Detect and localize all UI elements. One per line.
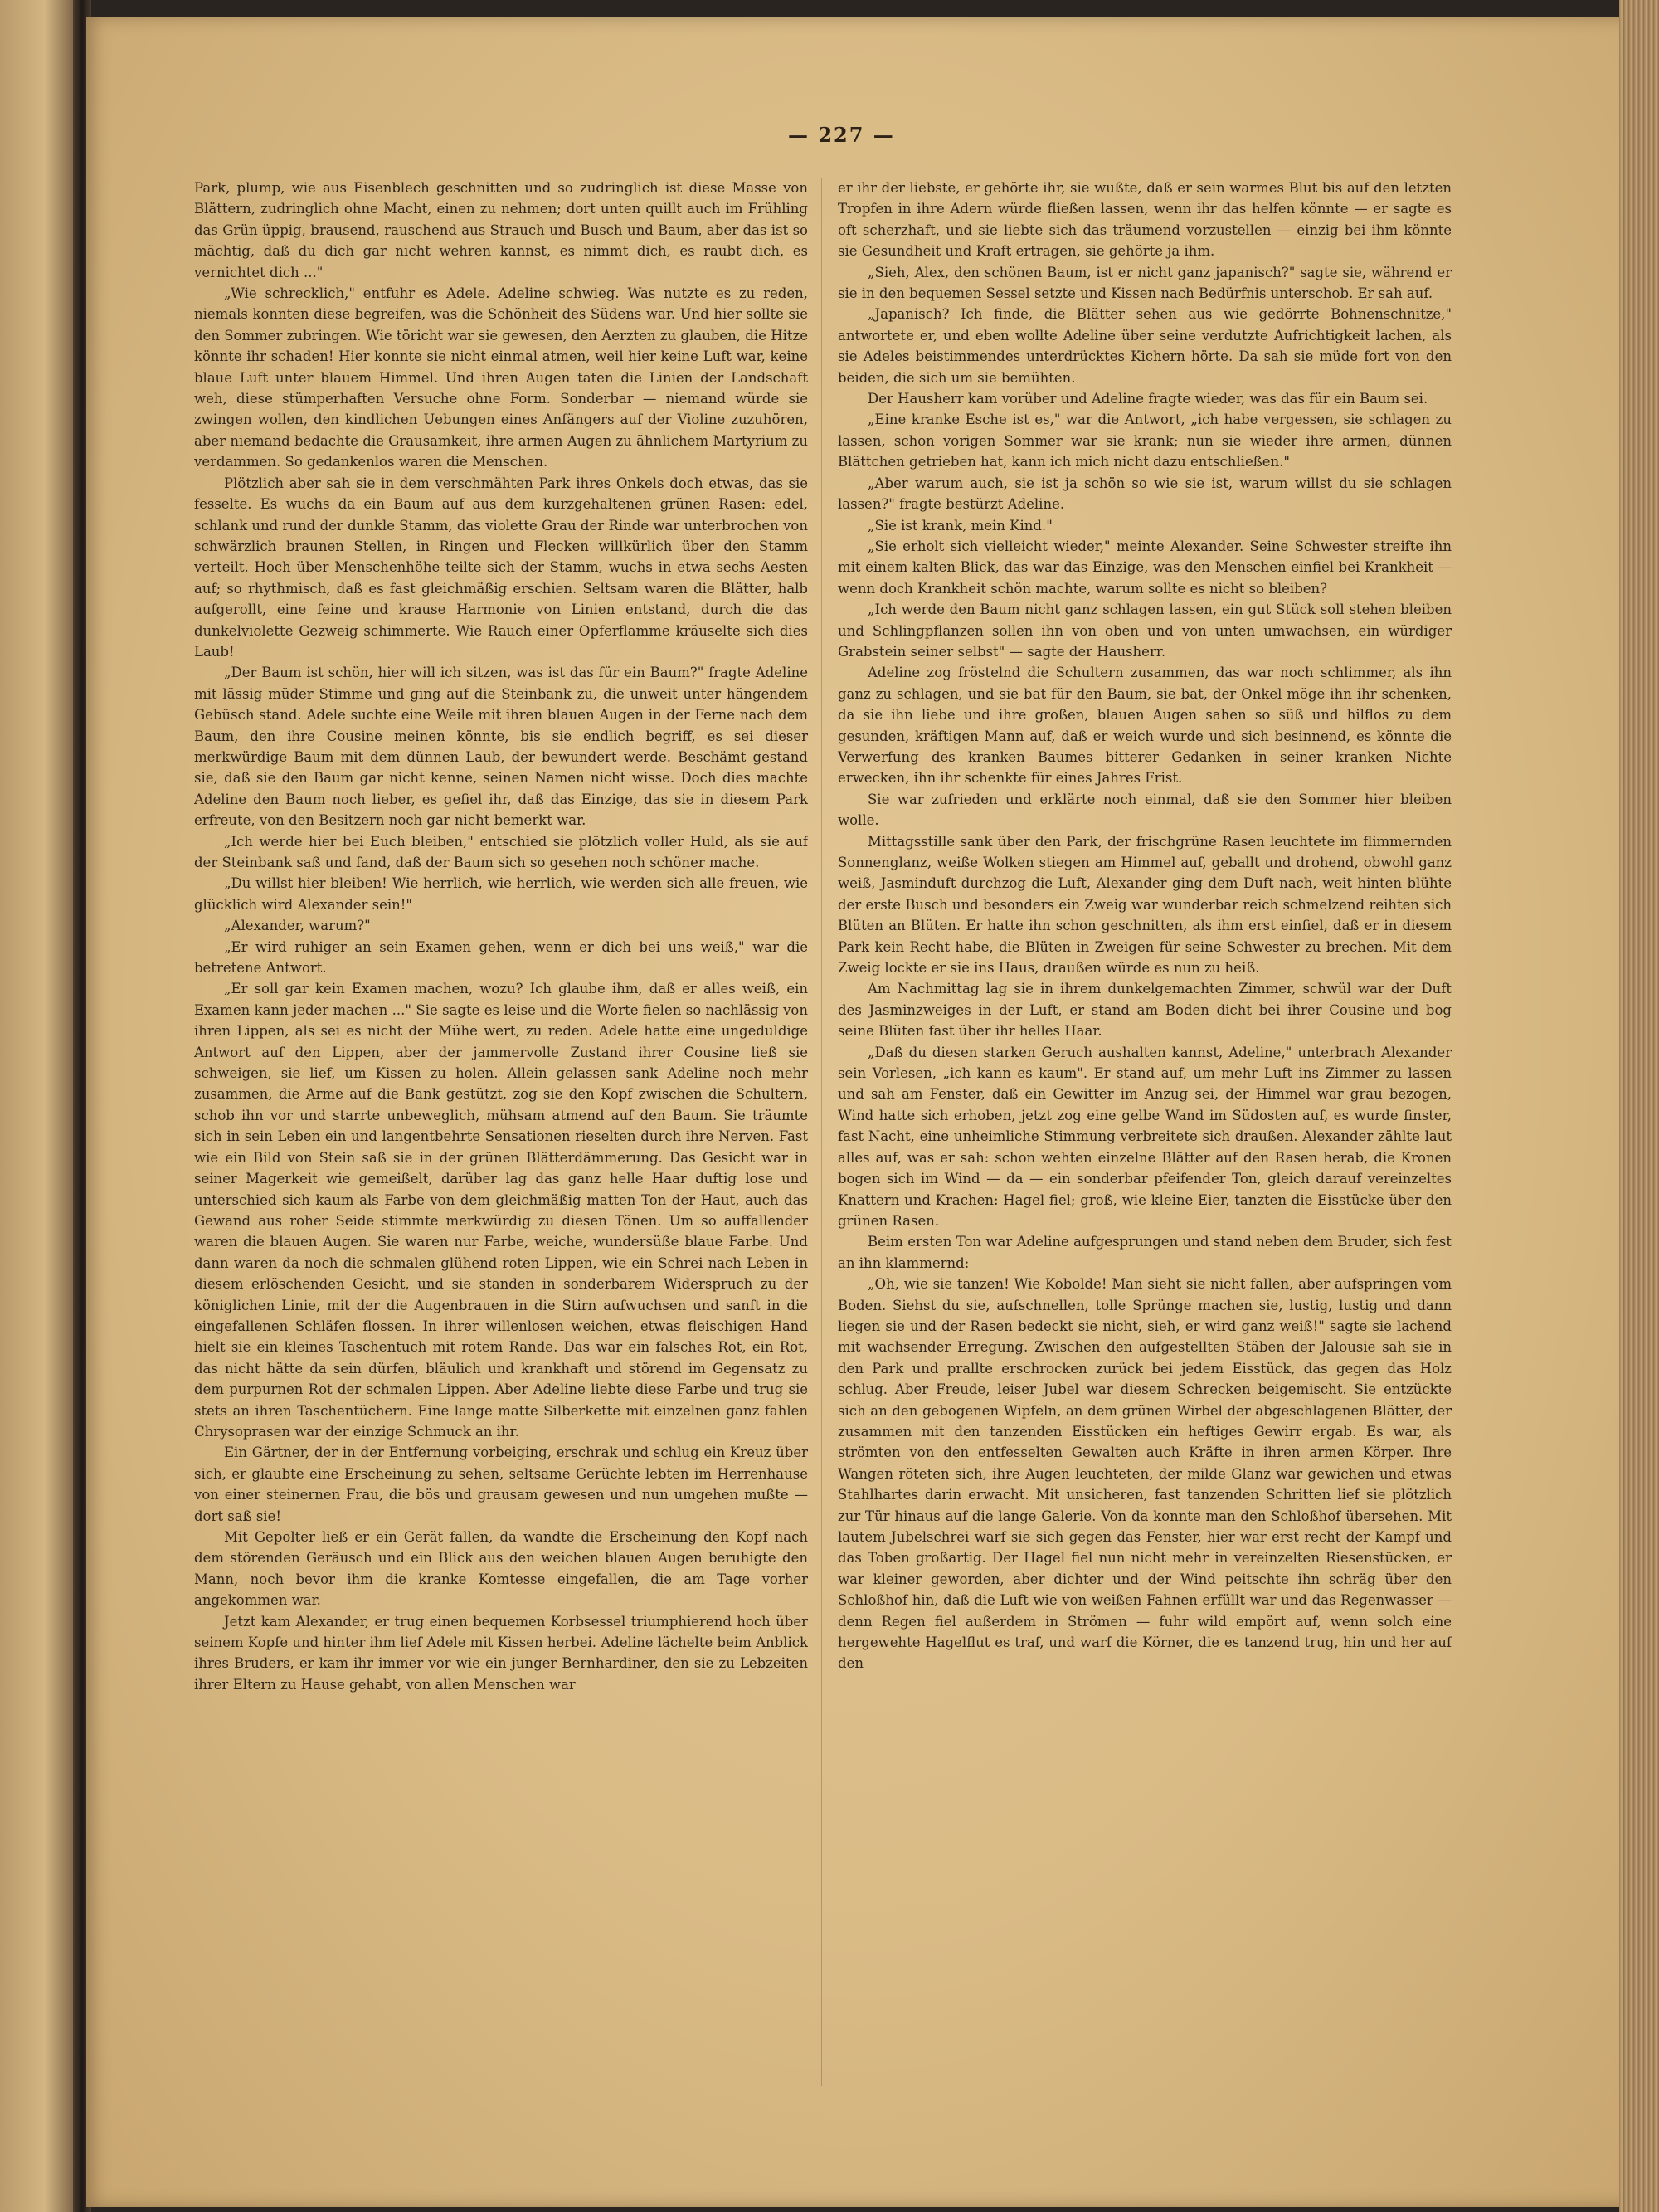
paragraph: Der Hausherr kam vorüber und Adeline fragte wieder, was das für ein Baum sei. xyxy=(868,391,1428,407)
paragraph: „Japanisch? Ich finde, die Blätter sehen aus wie gedörrte Bohnenschnitze," antwortete er, und eben wollte Adeline über seine verdutzte Aufrichtigkeit lachen, als sie Adeles beistimmendes unterdrücktes Kichern hörte. Da sah sie müde fort von den beiden, die sich um sie bemühten. xyxy=(838,306,1452,386)
paragraph: „Sie erholt sich vielleicht wieder," meinte Alexander. Seine Schwester streifte ihn mit einem kalten Blick, das war das Einzige, was den Menschen einfiel bei Krankheit — wenn doch Krankheit schön machte, warum sollte es nicht so bleiben? xyxy=(838,538,1452,597)
paragraph: Sie war zufrieden und erklärte noch einmal, daß sie den Sommer hier bleiben wolle. xyxy=(838,791,1452,829)
page-number: — 227 — xyxy=(788,123,895,147)
paragraph: Park, plump, wie aus Eisenblech geschnitten und so zudringlich ist diese Masse von Blättern, zudringlich ohne Macht, einen zu nehmen; dort unten quillt auch im Frühling das Grün üppig, brausend, rauschend aus Strauch und Busch und Baum, aber das ist so mächtig, daß du dich gar nicht wehren kannst, es nimmt dich, es raubt dich, es vernichtet dich ..." xyxy=(194,180,808,280)
paragraph: „Sieh, Alex, den schönen Baum, ist er nicht ganz japanisch?" sagte sie, während er sie in den bequemen Sessel setzte und Kissen nach Bedürfnis unterschob. Er sah auf. xyxy=(838,264,1452,302)
paragraph: Am Nachmittag lag sie in ihrem dunkelgemachten Zimmer, schwül war der Duft des Jasminzweiges in der Luft, er stand am Boden dicht bei ihrer Cousine und bog seine Blüten fast über ihr helles Haar. xyxy=(838,981,1452,1040)
page-block-edge xyxy=(1619,0,1659,2212)
paragraph: „Daß du diesen starken Geruch aushalten kannst, Adeline," unterbrach Alexander sein Vorlesen, „ich kann es kaum". Er stand auf, um mehr Luft ins Zimmer zu lassen und sah am Fenster, daß ein Gewitter im Anzug sei, der Himmel war grau bezogen, Wind hatte sich erhoben, jetzt zog eine gelbe Wand im Südosten auf, es wurde finster, fast Nacht, eine unheimliche Stimmung verbreitete sich draußen. Alexander zählte laut alles auf, was er sah: schon wehten einzelne Blätter auf den Rasen herab, die Kronen bogen sich im Wind — da — ein sonderbar pfeifender Ton, gleich darauf vereinzeltes Knattern und Krachen: Hagel fiel; groß, wie kleine Eier, tanzten die Eisstücke über den grünen Rasen. xyxy=(838,1044,1452,1229)
paragraph: Jetzt kam Alexander, er trug einen bequemen Korbsessel triumphierend hoch über seinem Kopfe und hinter ihm lief Adele mit Kissen herbei. Adeline lächelte beim Anblick ihres Bruders, er kam ihr immer vor wie ein junger Bernhardiner, den sie zu Lebzeiten ihrer Eltern zu Hause gehabt, von allen Menschen war xyxy=(194,1613,808,1693)
column-divider xyxy=(821,178,822,2086)
paragraph: „Du willst hier bleiben! Wie herrlich, wie herrlich, wie werden sich alle freuen, wie glücklich wird Alexander sein!" xyxy=(194,875,808,913)
paragraph: „Er wird ruhiger an sein Examen gehen, wenn er dich bei uns weiß," war die betretene Antwort. xyxy=(194,938,808,977)
paragraph: er ihr der liebste, er gehörte ihr, sie wußte, daß er sein warmes Blut bis auf den letzten Tropfen in ihre Adern würde fließen lassen, wenn ihr das helfen könnte — er sagte es oft scherzhaft, und sie liebte sich das träumend vorzustellen — einzig bei ihm könnte sie Gesundheit und Kraft ertragen, sie gehörte ja ihm. xyxy=(838,180,1452,260)
paragraph: „Er soll gar kein Examen machen, wozu? Ich glaube ihm, daß er alles weiß, ein Examen kann jeder machen ..." Sie sagte es leise und die Worte fielen so nachlässig von ihren Lippen, als sei es nicht der Mühe wert, zu reden. Adele hatte eine ungeduldige Antwort auf den Lippen, aber der jammervolle Zustand ihrer Cousine ließ sie schweigen, sie lief, um Kissen zu holen. Allein gelassen sank Adeline noch mehr zusammen, die Arme auf die Bank gestützt, zog sie den Kopf zwischen die Schultern, schob ihn vor und starrte unbeweglich, mühsam atmend auf den Baum. Sie träumte sich in sein Leben ein und langentbehrte Sensationen rieselten durch ihre Nerven. Fast wie ein Bild von Stein saß sie in der grünen Blätterdämmerung. Das Gesicht war in seiner Magerkeit wie gemeißelt, darüber lag das ganz helle Haar duftig lose und unterschied sich kaum als Farbe von dem gleichmäßig matten Ton der Haut, auch das Gewand aus roher Seide stimmte merkwürdig zu diesen Tönen. Um so auffallender waren die blauen Augen. Sie waren nur Farbe, weiche, wundersüße blaue Farbe. Und dann waren da noch die schmalen glühend roten Lippen, wie ein Schrei nach Leben in diesem erlöschenden Gesicht, und sie standen in sonderbarem Widerspruch zu der königlichen Linie, mit der die Augenbrauen in die Stirn aufwuchsen und sanft in die eingefallenen Schläfen flossen. In ihrer willenlosen weichen, etwas fleischigen Hand hielt sie ein kleines Taschentuch mit rotem Rande. Das war ein falsches Rot, ein Rot, das nicht hätte da sein dürfen, bläulich und krankhaft und störend im Gegensatz zu dem purpurnen Rot der schmalen Lippen. Aber Adeline liebte diese Farbe und trug sie stets an ihren Taschentüchern. Eine lange matte Silberkette mit einzelnen ganz fahlen Chrysoprasen war der einzige Schmuck an ihr. xyxy=(194,981,808,1440)
paragraph: Ein Gärtner, der in der Entfernung vorbeiging, erschrak und schlug ein Kreuz über sich, er glaubte eine Erscheinung zu sehen, seltsame Gerüchte lebten im Herrenhause von einer steinernen Frau, die bös und grausam gewesen und nun umgehen mußte — dort saß sie! xyxy=(194,1445,808,1524)
paragraph: „Wie schrecklich," entfuhr es Adele. Adeline schwieg. Was nutzte es zu reden, niemals konnten diese begreifen, was die Schönheit des Südens war. Und hier sollte sie den Sommer zubringen. Wie töricht war sie gewesen, den Aerzten zu glauben, die Hitze könnte ihr schaden! Hier konnte sie nicht einmal atmen, weil hier keine Luft war, keine blaue Luft unter blauem Himmel. Und ihren Augen taten die Linien der Landschaft weh, diese stümperhaften Versuche ohne Form. Sonderbar — niemand würde sie zwingen wollen, den kindlichen Uebungen eines Anfängers auf der Violine zuzuhören, aber niemand bedachte die Grausamkeit, ihre armen Augen zu ähnlichem Martyrium zu verdammen. So gedankenlos waren die Menschen. xyxy=(194,285,808,470)
text-column-right xyxy=(838,178,1452,2086)
paragraph: „Der Baum ist schön, hier will ich sitzen, was ist das für ein Baum?" fragte Adeline mit lässig müder Stimme und ging auf die Steinbank zu, die unweit unter hängendem Gebüsch stand. Adele suchte eine Weile mit ihren blauen Augen in der Ferne nach dem Baum, den ihre Cousine meinen könnte, bis sie endlich begriff, es sei dieser merkwürdige Baum mit dem dünnen Laub, der bewundert werde. Beschämt gestand sie, daß sie den Baum gar nicht kenne, seinen Namen nicht wisse. Doch dies machte Adeline den Baum noch lieber, es gefiel ihr, daß das Einzige, das sie in diesem Park erfreute, von den Besitzern noch gar nicht bemerkt war. xyxy=(194,665,808,829)
paragraph: Mit Gepolter ließ er ein Gerät fallen, da wandte die Erscheinung den Kopf nach dem störenden Geräusch und ein Blick aus den weichen blauen Augen beruhigte den Mann, noch bevor ihm die kranke Komtesse eingefallen, die am Tage vorher angekommen war. xyxy=(194,1529,808,1609)
paragraph: „Sie ist krank, mein Kind." xyxy=(868,517,1053,534)
facing-page-edge xyxy=(0,0,75,2212)
paragraph: Adeline zog fröstelnd die Schultern zusammen, das war noch schlimmer, als ihn ganz zu schlagen, und sie bat für den Baum, sie bat, der Onkel möge ihn ihr schenken, da sie ihn liebe und ihre großen, blauen Augen sahen so süß und hilflos zu dem gesunden, kräftigen Mann auf, daß er weich wurde und sich besinnend, es könnte die Verwerfung des kranken Baumes bitterer Gedanken in seiner kranken Nichte erwecken, ihn ihr schenkte für eines Jahres Frist. xyxy=(838,665,1452,787)
paragraph: „Aber warum auch, sie ist ja schön so wie sie ist, warum willst du sie schlagen lassen?" fragte bestürzt Adeline. xyxy=(838,475,1452,513)
paragraph: „Eine kranke Esche ist es," war die Antwort, „ich habe vergessen, sie schlagen zu lassen, schon vorigen Sommer war sie krank; nun sie wieder ihre armen, dünnen Blättchen getrieben hat, kann ich mich nicht dazu entschließen." xyxy=(838,412,1452,470)
paragraph: „Ich werde hier bei Euch bleiben," entschied sie plötzlich voller Huld, als sie auf der Steinbank saß und fand, daß der Baum sich so gesehen noch schöner mache. xyxy=(194,833,808,870)
paragraph: „Oh, wie sie tanzen! Wie Kobolde! Man sieht sie nicht fallen, aber aufspringen vom Boden. Siehst du sie, aufschnellen, tolle Sprünge machen sie, lustig, lustig und dann liegen sie und der Rasen bedeckt sie nicht, sieh, er wird ganz weiß!" sagte sie lachend mit wachsender Erregung. Zwischen den aufgestellten Stäben der Jalousie sah sie in den Park und prallte erschrocken zurück bei jedem Eisstück, das gegen das Holz schlug. Aber Freude, leiser Jubel war diesem Schrecken beigemischt. Sie entzückte sich an den gebogenen Wipfeln, an dem grünen Wirbel der abgeschlagenen Blätter, der zusammen mit den tanzenden Eisstücken ein heftiges Gewirr ergab. Es war, als strömten von den entfesselten Gewalten auch Kräfte in ihren armen Körper. Ihre Wangen röteten sich, ihre Augen leuchteten, der milde Glanz war gewichen und etwas Stahlhartes darin erwacht. Mit unsicheren, fast tanzenden Schritten lief sie plötzlich zur Tür hinaus auf die lange Galerie. Von da konnte man den Schloßhof übersehen. Mit lautem Jubelschrei warf sie sich gegen das Fenster, hier war erst recht der Kampf und das Toben großartig. Der Hagel fiel nun nicht mehr in vereinzelten Riesenstücken, er war kleiner geworden, aber dichter und der Wind peitschte ihn schräg über den Schloßhof hin, daß die Luft wie von weißen Fahnen erfüllt war und das Regenwasser — denn Regen fiel außerdem in Strömen — fuhr wild empört auf, wenn solch eine hergewehte Hagelflut es traf, und warf die Körner, die es tanzend trug, hin und her auf den xyxy=(838,1276,1452,1672)
paragraph: „Alexander, warum?" xyxy=(224,918,371,934)
paragraph: Beim ersten Ton war Adeline aufgesprungen und stand neben dem Bruder, sich fest an ihn klammernd: xyxy=(838,1234,1452,1271)
paragraph: „Ich werde den Baum nicht ganz schlagen lassen, ein gut Stück soll stehen bleiben und Schlingpflanzen sollen ihn von oben und von unten umwachsen, ein würdiger Grabstein seiner selbst" — sagte der Hausherr. xyxy=(838,602,1452,660)
paragraph: Plötzlich aber sah sie in dem verschmähten Park ihres Onkels doch etwas, das sie fesselte. Es wuchs da ein Baum auf aus dem kurzgehaltenen grünen Rasen: edel, schlank und rund der dunkle Stamm, das violette Grau der Rinde war unterbrochen von schwärzlich braunen Stellen, in Ringen und Flecken willkürlich über den Stamm verteilt. Hoch über Menschenhöhe teilte sich der Stamm, wuchs in etwa sechs Aesten auf; so rhythmisch, daß es fast gleichmäßig erschien. Seltsam waren die Blätter, halb aufgerollt, eine feine und krause Harmonie von Linien entstand, durch die das dunkelviolette Gezweig schimmerte. Wie Rauch einer Opferflamme kräuselte sich dies Laub! xyxy=(194,475,808,660)
paragraph: Mittagsstille sank über den Park, der frischgrüne Rasen leuchtete im flimmernden Sonnenglanz, weiße Wolken stiegen am Himmel auf, geballt und drohend, obwohl ganz weiß, Jasminduft durchzog die Luft, Alexander ging dem Duft nach, weit hinten blühte der erste Busch und besonders ein Zweig war wunderbar reich schmelzend reihten sich Blüten an Blüten. Er hatte ihn schon geschnitten, als ihm erst einfiel, daß er in diesem Park kein Recht habe, die Blüten in Zweigen für seine Schwester zu brechen. Mit dem Zweig lockte er sie ins Haus, draußen würde es nun zu heiß. xyxy=(838,833,1452,977)
text-column-left xyxy=(194,178,808,2086)
